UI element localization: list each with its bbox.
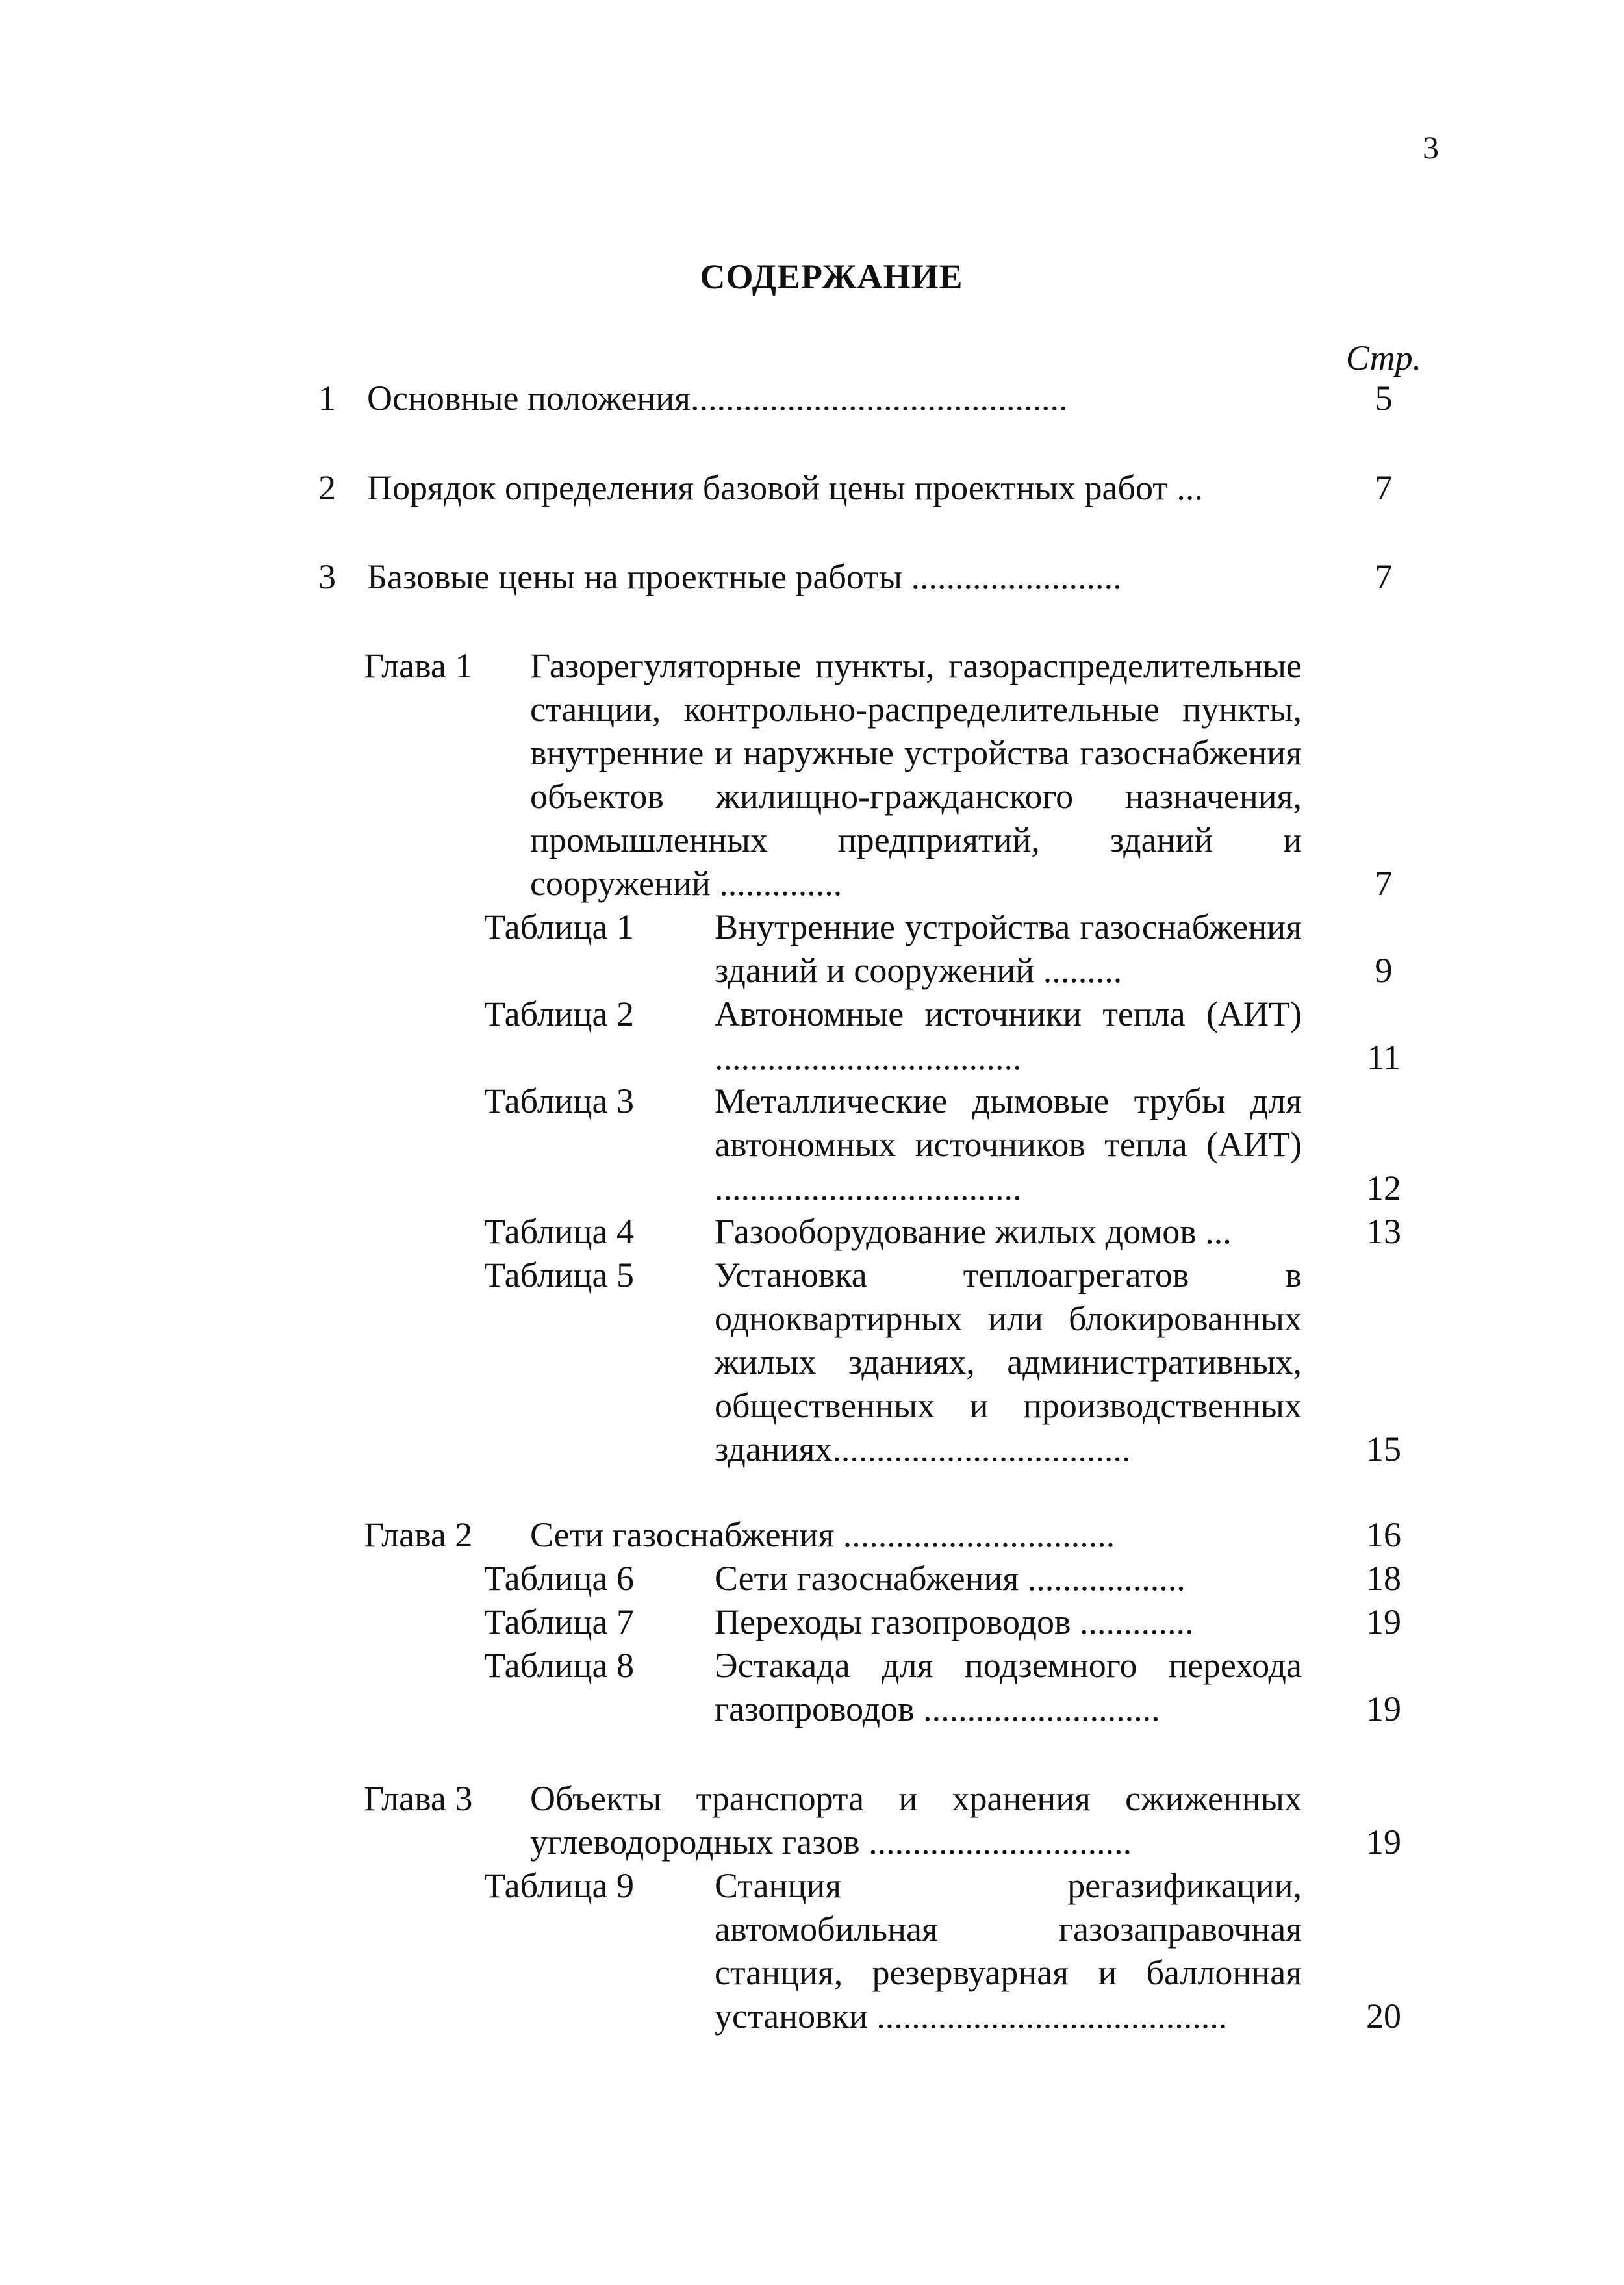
table-3-page: 12 [1366,1168,1401,1207]
chapter-2-page: 16 [1366,1515,1401,1554]
table-1-page: 9 [1375,951,1393,990]
table-7-label: Таблица 7 [484,1602,634,1641]
item-2-number: 2 [318,468,336,507]
table-8-text: Эстакада для подземного перехода газопроводов ........................... [715,1646,1302,1728]
item-1-number: 1 [318,379,336,418]
table-9-text: Станция регазификации, автомобильная газозаправочная станция, резервуарная и баллонная установки ........................................ [715,1866,1302,2036]
chapter-3-label: Глава 3 [364,1779,473,1818]
page-title: СОДЕРЖАНИЕ [700,257,963,296]
table-4-page: 13 [1366,1212,1401,1251]
table-2-text: Автономные источники тепла (АИТ) ................................... [715,994,1302,1077]
table-7-text: Переходы газопроводов ............. [715,1602,1194,1641]
table-3-label: Таблица 3 [484,1081,634,1120]
page-number: 3 [1423,129,1439,166]
table-4-text: Газооборудование жилых домов ... [715,1212,1232,1251]
table-6-page: 18 [1366,1559,1401,1598]
table-9-label: Таблица 9 [484,1866,634,1905]
chapter-1-text: Газорегуляторные пункты, газораспределительные станции, контрольно-распределительные пункты, внутренние и наружные устройства газоснабжения объектов жилищно-гражданского назначения, промышленных предприятий, зданий и сооружений .............. [530,646,1302,903]
table-5-page: 15 [1366,1430,1401,1469]
table-2-label: Таблица 2 [484,994,634,1033]
item-3-text: Базовые цены на проектные работы ........................ [367,557,1122,596]
chapter-3-text: Объекты транспорта и хранения сжиженных углеводородных газов .............................. [530,1779,1302,1862]
table-4-label: Таблица 4 [484,1212,634,1251]
item-3-number: 3 [318,557,336,596]
table-6-text: Сети газоснабжения .................. [715,1559,1186,1598]
item-1-page: 5 [1375,379,1393,418]
table-1-text: Внутренние устройства газоснабжения зданий и сооружений ......... [715,907,1302,990]
chapter-2-label: Глава 2 [364,1515,473,1554]
chapter-1-page: 7 [1375,864,1393,903]
table-2-page: 11 [1367,1038,1401,1077]
chapter-1-label: Глава 1 [364,646,473,685]
chapter-3-page: 19 [1366,1823,1401,1862]
table-9-page: 20 [1366,1997,1401,2036]
item-3-page: 7 [1375,557,1393,596]
item-1-text: Основные положения........................................... [367,379,1068,418]
table-1-label: Таблица 1 [484,907,634,946]
table-8-page: 19 [1366,1689,1401,1728]
table-6-label: Таблица 6 [484,1559,634,1598]
item-2-page: 7 [1375,468,1393,507]
item-2-text: Порядок определения базовой цены проектных работ ... [367,468,1203,507]
chapter-2-text: Сети газоснабжения ............................... [530,1515,1115,1554]
page-column-label: Стр. [1345,338,1422,377]
table-5-text: Установка теплоагрегатов в одноквартирных или блокированных жилых зданиях, административных, общественных и производственных зданиях.................................. [715,1256,1302,1469]
table-5-label: Таблица 5 [484,1256,634,1294]
table-8-label: Таблица 8 [484,1646,634,1685]
table-3-text: Металлические дымовые трубы для автономных источников тепла (АИТ) ................................... [715,1081,1302,1207]
table-7-page: 19 [1366,1602,1401,1641]
